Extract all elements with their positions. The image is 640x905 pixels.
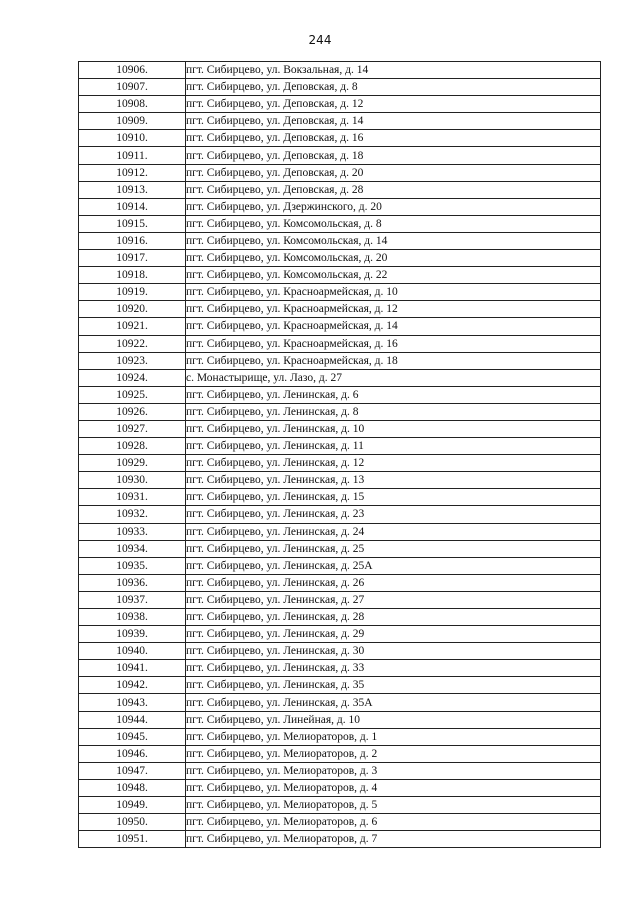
table-row — [79, 369, 601, 386]
table-row — [79, 335, 601, 352]
table-row — [79, 113, 601, 130]
table-row — [79, 609, 601, 626]
row-address: пгт. Сибирцево, ул. Деповская, д. 12 — [186, 96, 601, 113]
row-number: 10939. — [79, 626, 186, 643]
table-row — [79, 797, 601, 814]
row-number: 10922. — [79, 335, 186, 352]
row-number: 10923. — [79, 352, 186, 369]
row-address: с. Монастырище, ул. Лазо, д. 27 — [186, 369, 601, 386]
row-number: 10915. — [79, 215, 186, 232]
row-number: 10926. — [79, 403, 186, 420]
row-number: 10928. — [79, 438, 186, 455]
row-number: 10907. — [79, 79, 186, 96]
table-row — [79, 694, 601, 711]
row-address: пгт. Сибирцево, ул. Ленинская, д. 30 — [186, 643, 601, 660]
row-address: пгт. Сибирцево, ул. Мелиораторов, д. 1 — [186, 728, 601, 745]
table-row — [79, 523, 601, 540]
row-address: пгт. Сибирцево, ул. Ленинская, д. 25 — [186, 540, 601, 557]
row-address: пгт. Сибирцево, ул. Мелиораторов, д. 4 — [186, 779, 601, 796]
row-number: 10919. — [79, 284, 186, 301]
table-row — [79, 677, 601, 694]
row-address: пгт. Сибирцево, ул. Деповская, д. 28 — [186, 181, 601, 198]
table-row — [79, 762, 601, 779]
row-number: 10914. — [79, 198, 186, 215]
row-address: пгт. Сибирцево, ул. Вокзальная, д. 14 — [186, 62, 601, 79]
row-number: 10929. — [79, 455, 186, 472]
row-address: пгт. Сибирцево, ул. Ленинская, д. 23 — [186, 506, 601, 523]
row-address: пгт. Сибирцево, ул. Деповская, д. 8 — [186, 79, 601, 96]
row-address: пгт. Сибирцево, ул. Красноармейская, д. 14 — [186, 318, 601, 335]
address-table-body — [79, 62, 601, 848]
row-number: 10906. — [79, 62, 186, 79]
row-number: 10930. — [79, 472, 186, 489]
row-address: пгт. Сибирцево, ул. Ленинская, д. 35А — [186, 694, 601, 711]
table-row — [79, 420, 601, 437]
row-address: пгт. Сибирцево, ул. Мелиораторов, д. 5 — [186, 797, 601, 814]
table-row — [79, 643, 601, 660]
row-number: 10931. — [79, 489, 186, 506]
row-number: 10933. — [79, 523, 186, 540]
row-number: 10950. — [79, 814, 186, 831]
table-row — [79, 130, 601, 147]
row-number: 10946. — [79, 745, 186, 762]
row-number: 10941. — [79, 660, 186, 677]
row-number: 10947. — [79, 762, 186, 779]
row-number: 10909. — [79, 113, 186, 130]
table-row — [79, 779, 601, 796]
row-number: 10948. — [79, 779, 186, 796]
row-address: пгт. Сибирцево, ул. Ленинская, д. 26 — [186, 574, 601, 591]
row-address: пгт. Сибирцево, ул. Красноармейская, д. 16 — [186, 335, 601, 352]
row-address: пгт. Сибирцево, ул. Ленинская, д. 24 — [186, 523, 601, 540]
table-row — [79, 455, 601, 472]
row-address: пгт. Сибирцево, ул. Деповская, д. 18 — [186, 147, 601, 164]
table-row — [79, 198, 601, 215]
row-number: 10917. — [79, 250, 186, 267]
row-number: 10921. — [79, 318, 186, 335]
table-row — [79, 62, 601, 79]
row-number: 10927. — [79, 420, 186, 437]
row-address: пгт. Сибирцево, ул. Ленинская, д. 8 — [186, 403, 601, 420]
row-number: 10920. — [79, 301, 186, 318]
table-row — [79, 574, 601, 591]
row-address: пгт. Сибирцево, ул. Ленинская, д. 13 — [186, 472, 601, 489]
table-row — [79, 301, 601, 318]
row-address: пгт. Сибирцево, ул. Мелиораторов, д. 2 — [186, 745, 601, 762]
row-address: пгт. Сибирцево, ул. Ленинская, д. 10 — [186, 420, 601, 437]
row-number: 10935. — [79, 557, 186, 574]
row-number: 10932. — [79, 506, 186, 523]
table-row — [79, 284, 601, 301]
table-row — [79, 386, 601, 403]
table-row — [79, 831, 601, 848]
row-address: пгт. Сибирцево, ул. Мелиораторов, д. 6 — [186, 814, 601, 831]
table-row — [79, 403, 601, 420]
row-number: 10936. — [79, 574, 186, 591]
table-row — [79, 164, 601, 181]
row-number: 10908. — [79, 96, 186, 113]
table-row — [79, 181, 601, 198]
table-row — [79, 660, 601, 677]
row-number: 10944. — [79, 711, 186, 728]
row-address: пгт. Сибирцево, ул. Ленинская, д. 11 — [186, 438, 601, 455]
row-number: 10951. — [79, 831, 186, 848]
row-address: пгт. Сибирцево, ул. Ленинская, д. 35 — [186, 677, 601, 694]
table-row — [79, 215, 601, 232]
row-address: пгт. Сибирцево, ул. Деповская, д. 20 — [186, 164, 601, 181]
row-address: пгт. Сибирцево, ул. Комсомольская, д. 14 — [186, 232, 601, 249]
row-address: пгт. Сибирцево, ул. Ленинская, д. 6 — [186, 386, 601, 403]
row-number: 10940. — [79, 643, 186, 660]
table-row — [79, 352, 601, 369]
table-row — [79, 250, 601, 267]
row-number: 10949. — [79, 797, 186, 814]
row-address: пгт. Сибирцево, ул. Ленинская, д. 27 — [186, 591, 601, 608]
table-row — [79, 591, 601, 608]
table-row — [79, 147, 601, 164]
row-address: пгт. Сибирцево, ул. Линейная, д. 10 — [186, 711, 601, 728]
row-address: пгт. Сибирцево, ул. Ленинская, д. 12 — [186, 455, 601, 472]
table-row — [79, 232, 601, 249]
address-table — [78, 61, 601, 848]
row-address: пгт. Сибирцево, ул. Красноармейская, д. 10 — [186, 284, 601, 301]
row-address: пгт. Сибирцево, ул. Комсомольская, д. 22 — [186, 267, 601, 284]
row-number: 10945. — [79, 728, 186, 745]
page-number: 244 — [308, 33, 332, 47]
table-row — [79, 489, 601, 506]
row-address: пгт. Сибирцево, ул. Ленинская, д. 25А — [186, 557, 601, 574]
table-row — [79, 626, 601, 643]
row-number: 10916. — [79, 232, 186, 249]
row-address: пгт. Сибирцево, ул. Ленинская, д. 28 — [186, 609, 601, 626]
row-address: пгт. Сибирцево, ул. Красноармейская, д. 18 — [186, 352, 601, 369]
row-address: пгт. Сибирцево, ул. Комсомольская, д. 8 — [186, 215, 601, 232]
row-address: пгт. Сибирцево, ул. Комсомольская, д. 20 — [186, 250, 601, 267]
row-address: пгт. Сибирцево, ул. Дзержинского, д. 20 — [186, 198, 601, 215]
row-address: пгт. Сибирцево, ул. Красноармейская, д. 12 — [186, 301, 601, 318]
row-address: пгт. Сибирцево, ул. Деповская, д. 14 — [186, 113, 601, 130]
row-number: 10942. — [79, 677, 186, 694]
table-row — [79, 745, 601, 762]
table-row — [79, 318, 601, 335]
row-address: пгт. Сибирцево, ул. Ленинская, д. 33 — [186, 660, 601, 677]
row-number: 10924. — [79, 369, 186, 386]
row-address: пгт. Сибирцево, ул. Ленинская, д. 29 — [186, 626, 601, 643]
row-number: 10913. — [79, 181, 186, 198]
row-number: 10934. — [79, 540, 186, 557]
row-address: пгт. Сибирцево, ул. Ленинская, д. 15 — [186, 489, 601, 506]
table-row — [79, 557, 601, 574]
table-row — [79, 814, 601, 831]
row-number: 10925. — [79, 386, 186, 403]
row-address: пгт. Сибирцево, ул. Мелиораторов, д. 3 — [186, 762, 601, 779]
table-row — [79, 267, 601, 284]
table-row — [79, 79, 601, 96]
table-row — [79, 96, 601, 113]
row-number: 10918. — [79, 267, 186, 284]
row-address: пгт. Сибирцево, ул. Деповская, д. 16 — [186, 130, 601, 147]
table-row — [79, 506, 601, 523]
row-number: 10910. — [79, 130, 186, 147]
table-row — [79, 711, 601, 728]
row-address: пгт. Сибирцево, ул. Мелиораторов, д. 7 — [186, 831, 601, 848]
row-number: 10943. — [79, 694, 186, 711]
row-number: 10912. — [79, 164, 186, 181]
table-row — [79, 728, 601, 745]
row-number: 10937. — [79, 591, 186, 608]
table-row — [79, 438, 601, 455]
table-row — [79, 540, 601, 557]
row-number: 10911. — [79, 147, 186, 164]
table-row — [79, 472, 601, 489]
row-number: 10938. — [79, 609, 186, 626]
